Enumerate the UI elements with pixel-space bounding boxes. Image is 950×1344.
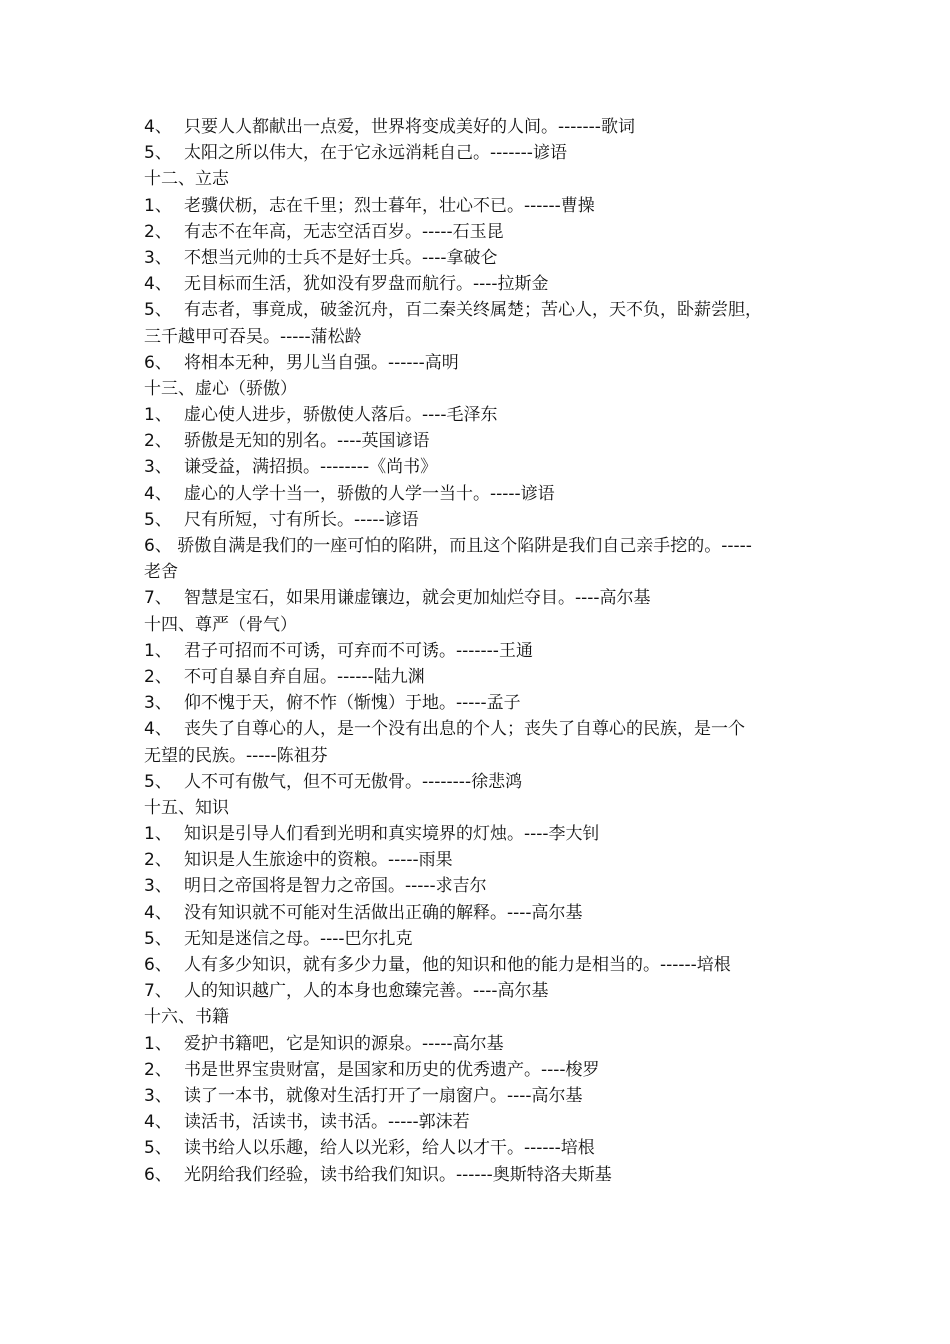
line-text: 读书给人以乐趣，给人以光彩，给人以才干。------培根: [184, 1138, 595, 1159]
item-number: 6、: [144, 955, 172, 975]
list-item: [144, 847, 810, 873]
item-number: 4、: [144, 117, 172, 137]
list-item: [144, 926, 810, 952]
text-line: [144, 559, 810, 585]
list-item: [144, 402, 810, 428]
line-text: 无知是迷信之母。----巴尔扎克: [184, 928, 413, 949]
item-number: 3、: [144, 457, 172, 478]
line-text: 君子可招而不可诱，可弃而不可诱。-------王通: [184, 640, 533, 661]
list-item: [144, 193, 810, 219]
item-number: 5、: [144, 509, 172, 530]
list-item: [144, 1135, 810, 1161]
line-text: 十二、立志: [144, 169, 229, 190]
text-line: [144, 795, 810, 821]
line-text: 十五、知识: [144, 797, 229, 818]
list-item: [144, 428, 810, 454]
line-text: 读活书，活读书，读书活。-----郭沫若: [184, 1112, 470, 1133]
list-item: [144, 1109, 810, 1135]
list-item: [144, 952, 810, 978]
line-text: 知识是人生旅途中的资粮。-----雨果: [184, 850, 453, 871]
line-text: 太阳之所以伟大，在于它永远消耗自己。-------谚语: [184, 143, 567, 164]
line-text: 将相本无种，男儿当自强。------高明: [184, 352, 459, 373]
item-number: 6、: [144, 1164, 172, 1185]
line-text: 人有多少知识，就有多少力量，他的知识和他的能力是相当的。------培根: [184, 955, 731, 975]
item-number: 2、: [144, 431, 172, 452]
line-text: 无目标而生活，犹如没有罗盘而航行。----拉斯金: [184, 274, 549, 295]
line-text: 尺有所短，寸有所长。-----谚语: [184, 509, 419, 530]
text-line: [144, 743, 810, 769]
list-item: [144, 900, 810, 926]
item-number: 5、: [144, 300, 172, 321]
line-text: 三千越甲可吞吴。-----蒲松龄: [144, 326, 362, 347]
item-number: 3、: [144, 693, 172, 714]
line-text: 人不可有傲气，但不可无傲骨。--------徐悲鸿: [184, 771, 523, 792]
line-text: 无望的民族。-----陈祖芬: [144, 745, 328, 766]
item-number: 2、: [144, 666, 172, 687]
list-item: [144, 454, 810, 480]
item-number: 4、: [144, 719, 172, 740]
item-number: 7、: [144, 588, 172, 609]
item-number: 3、: [144, 247, 172, 268]
line-text: 光阴给我们经验，读书给我们知识。------奥斯特洛夫斯基: [184, 1164, 612, 1185]
line-text: 十三、虚心（骄傲）: [144, 378, 297, 399]
item-number: 1、: [144, 195, 172, 216]
item-number: 1、: [144, 405, 172, 426]
item-number: 2、: [144, 221, 172, 242]
list-item: [144, 271, 810, 297]
list-item: [144, 1031, 810, 1057]
text-line: [144, 324, 810, 350]
line-text: 只要人人都献出一点爱，世界将变成美好的人间。-------歌词: [184, 117, 635, 137]
list-item: [144, 690, 810, 716]
line-text: 爱护书籍吧，它是知识的源泉。-----高尔基: [184, 1033, 504, 1054]
list-item: [144, 978, 810, 1004]
item-number: 4、: [144, 483, 172, 504]
list-item: [144, 245, 810, 271]
list-item: [144, 1083, 810, 1109]
list-item: [144, 664, 810, 690]
line-text: 书是世界宝贵财富，是国家和历史的优秀遗产。----梭罗: [184, 1059, 600, 1080]
line-text: 知识是引导人们看到光明和真实境界的灯烛。----李大钊: [184, 824, 600, 845]
text-line: [144, 376, 810, 402]
text-line: [144, 533, 810, 559]
item-number: 7、: [144, 981, 172, 1002]
list-item: [144, 114, 810, 140]
item-number: 1、: [144, 640, 172, 661]
text-line: [144, 166, 810, 192]
document-body: [144, 114, 810, 1188]
list-item: [144, 1162, 810, 1188]
list-item: [144, 219, 810, 245]
item-number: 5、: [144, 771, 172, 792]
item-number: 4、: [144, 274, 172, 295]
item-number: 2、: [144, 1059, 172, 1080]
list-item: [144, 1057, 810, 1083]
line-text: 有志不在年高，无志空活百岁。-----石玉昆: [184, 221, 504, 242]
item-number: 5、: [144, 928, 172, 949]
item-number: 6、: [144, 352, 172, 373]
line-text: 不想当元帅的士兵不是好士兵。----拿破仑: [184, 247, 498, 268]
text-line: [144, 612, 810, 638]
list-item: [144, 638, 810, 664]
line-text: 6、 骄傲自满是我们的一座可怕的陷阱，而且这个陷阱是我们自己亲手挖的。-----: [144, 536, 752, 556]
list-item: [144, 507, 810, 533]
line-text: 老骥伏枥，志在千里；烈士暮年，壮心不已。------曹操: [184, 195, 595, 216]
line-text: 骄傲是无知的别名。----英国谚语: [184, 431, 430, 452]
list-item: [144, 481, 810, 507]
line-text: 虚心的人学十当一，骄傲的人学一当十。-----谚语: [184, 483, 555, 504]
item-number: 3、: [144, 876, 172, 897]
list-item: [144, 716, 810, 742]
line-text: 十六、书籍: [144, 1007, 229, 1028]
line-text: 没有知识就不可能对生活做出正确的解释。----高尔基: [184, 902, 583, 923]
line-text: 有志者，事竟成，破釜沉舟，百二秦关终属楚；苦心人，天不负，卧薪尝胆，: [184, 300, 762, 321]
line-text: 人的知识越广，人的本身也愈臻完善。----高尔基: [184, 981, 549, 1002]
item-number: 1、: [144, 1033, 172, 1054]
list-item: [144, 873, 810, 899]
item-number: 4、: [144, 902, 172, 923]
item-number: 1、: [144, 824, 172, 845]
line-text: 谦受益，满招损。--------《尚书》: [184, 457, 438, 478]
item-number: 5、: [144, 1138, 172, 1159]
list-item: [144, 821, 810, 847]
item-number: 2、: [144, 850, 172, 871]
list-item: [144, 140, 810, 166]
line-text: 丧失了自尊心的人，是一个没有出息的个人；丧失了自尊心的民族，是一个: [184, 719, 745, 740]
list-item: [144, 350, 810, 376]
line-text: 十四、尊严（骨气）: [144, 614, 297, 635]
list-item: [144, 297, 810, 323]
item-number: 3、: [144, 1085, 172, 1106]
line-text: 虚心使人进步，骄傲使人落后。----毛泽东: [184, 405, 498, 426]
line-text: 智慧是宝石，如果用谦虚镶边，就会更加灿烂夺目。----高尔基: [184, 588, 651, 609]
line-text: 明日之帝国将是智力之帝国。-----求吉尔: [184, 876, 487, 897]
line-text: 仰不愧于天，俯不怍（惭愧）于地。-----孟子: [184, 693, 521, 714]
line-text: 读了一本书，就像对生活打开了一扇窗户。----高尔基: [184, 1085, 583, 1106]
list-item: [144, 769, 810, 795]
item-number: 5、: [144, 143, 172, 164]
item-number: 4、: [144, 1112, 172, 1133]
line-text: 老舍: [144, 562, 178, 583]
list-item: [144, 585, 810, 611]
text-line: [144, 1004, 810, 1030]
line-text: 不可自暴自弃自屈。------陆九渊: [184, 666, 425, 687]
